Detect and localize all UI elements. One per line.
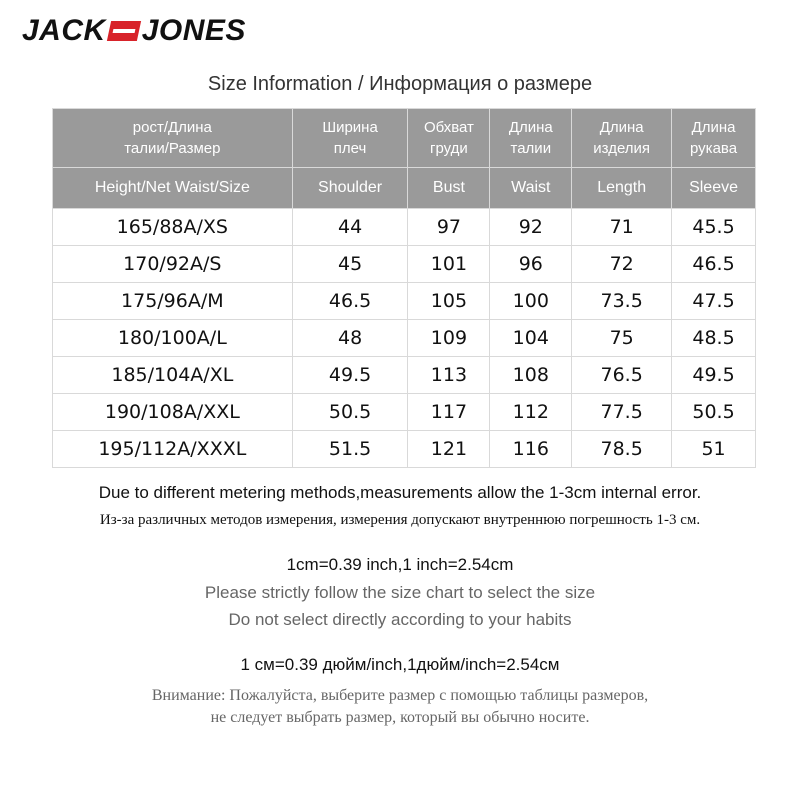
header-ru-line: груди <box>430 140 468 157</box>
header-ru-cell <box>572 109 672 168</box>
header-en-cell: Sleeve <box>672 168 756 209</box>
table-cell: 109 <box>408 320 490 357</box>
header-ru-line: Длина <box>691 119 736 136</box>
error-note-ru: Из-за различных методов измерения, измерения допускают внутреннюю погрешность 1-3 см. <box>99 512 701 528</box>
table-cell: 97 <box>408 209 490 246</box>
conversion-ru: 1 см=0.39 дюйм/inch,1дюйм/inch=2.54см <box>240 655 560 674</box>
page-title: Size Information / Информация о размере <box>207 73 593 95</box>
header-ru-cell <box>408 109 490 168</box>
table-row <box>53 209 756 246</box>
table-row <box>53 283 756 320</box>
table-cell: 46.5 <box>292 283 408 320</box>
table-cell: 51.5 <box>292 431 408 468</box>
table-cell: 49.5 <box>672 357 756 394</box>
header-ru-line: рукава <box>690 140 738 157</box>
header-ru-line: Обхват <box>423 119 474 136</box>
table-cell: 47.5 <box>672 283 756 320</box>
header-ru-line: плеч <box>333 140 367 157</box>
header-ru-cell <box>490 109 572 168</box>
table-cell: 104 <box>490 320 572 357</box>
brand-logo <box>22 14 246 48</box>
header-ru-cell <box>672 109 756 168</box>
flag-icon <box>107 21 141 41</box>
table-cell: 73.5 <box>572 283 672 320</box>
table-cell: 71 <box>572 209 672 246</box>
header-en-cell: Waist <box>490 168 572 209</box>
table-cell: 50.5 <box>292 394 408 431</box>
table-cell: 190/108A/XXL <box>53 394 293 431</box>
table-cell: 101 <box>408 246 490 283</box>
table-cell: 121 <box>408 431 490 468</box>
table-cell: 108 <box>490 357 572 394</box>
table-cell: 170/92A/S <box>53 246 293 283</box>
table-body <box>53 209 756 468</box>
please-note-1: Please strictly follow the size chart to select the size <box>204 583 596 602</box>
conversion-en: 1cm=0.39 inch,1 inch=2.54cm <box>286 555 514 574</box>
header-en-cell: Height/Net Waist/Size <box>53 168 293 209</box>
table-cell: 44 <box>292 209 408 246</box>
header-ru-line: Длина <box>508 119 553 136</box>
header-ru-line: рост/Длина <box>132 119 212 136</box>
table-cell: 46.5 <box>672 246 756 283</box>
warning-ru-line-2: не следует выбрать размер, который вы обычно носите. <box>210 709 590 726</box>
table-cell: 45.5 <box>672 209 756 246</box>
table-cell: 96 <box>490 246 572 283</box>
table-cell: 72 <box>572 246 672 283</box>
table-cell: 165/88A/XS <box>53 209 293 246</box>
table-cell: 185/104A/XL <box>53 357 293 394</box>
table-cell: 117 <box>408 394 490 431</box>
table-row <box>53 246 756 283</box>
header-ru-line: изделия <box>593 140 651 157</box>
header-ru-cell <box>53 109 293 168</box>
table-cell: 105 <box>408 283 490 320</box>
header-ru-line: Ширина <box>322 119 378 136</box>
table-row <box>53 320 756 357</box>
table-cell: 76.5 <box>572 357 672 394</box>
table-cell: 175/96A/M <box>53 283 293 320</box>
header-row-ru <box>53 109 756 168</box>
table-cell: 77.5 <box>572 394 672 431</box>
header-row-en <box>53 168 756 209</box>
header-ru-line: талии <box>510 140 552 157</box>
table-cell: 113 <box>408 357 490 394</box>
please-note-2: Do not select directly according to your habits <box>228 610 572 629</box>
header-en-cell: Shoulder <box>292 168 408 209</box>
table-cell: 50.5 <box>672 394 756 431</box>
size-table <box>52 108 756 468</box>
table-cell: 180/100A/L <box>53 320 293 357</box>
table-row <box>53 357 756 394</box>
table-row <box>53 431 756 468</box>
header-ru-line: Длина <box>599 119 644 136</box>
table-cell: 48 <box>292 320 408 357</box>
header-ru-line: талии/Размер <box>124 140 221 157</box>
header-en-cell: Bust <box>408 168 490 209</box>
header-en-cell: Length <box>572 168 672 209</box>
table-cell: 45 <box>292 246 408 283</box>
brand-left: JACK <box>22 14 106 47</box>
table-cell: 195/112A/XXXL <box>53 431 293 468</box>
warning-ru-line-1: Внимание: Пожалуйста, выберите размер с помощью таблицы размеров, <box>151 687 649 704</box>
table-cell: 75 <box>572 320 672 357</box>
table-cell: 116 <box>490 431 572 468</box>
table-cell: 48.5 <box>672 320 756 357</box>
table-cell: 49.5 <box>292 357 408 394</box>
table-cell: 51 <box>672 431 756 468</box>
header-ru-cell <box>292 109 408 168</box>
table-cell: 100 <box>490 283 572 320</box>
brand-right: JONES <box>141 14 246 47</box>
table-cell: 78.5 <box>572 431 672 468</box>
table-cell: 92 <box>490 209 572 246</box>
table-cell: 112 <box>490 394 572 431</box>
warning-ru <box>0 685 800 729</box>
error-note-en: Due to different metering methods,measurements allow the 1-3cm internal error. <box>98 483 702 502</box>
table-row <box>53 394 756 431</box>
